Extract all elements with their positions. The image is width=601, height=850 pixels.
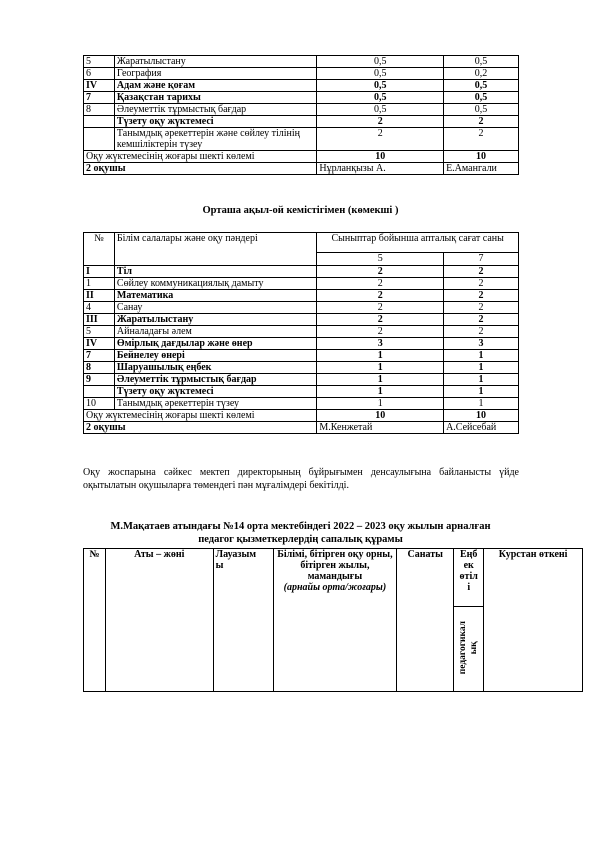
row-value-2: 2 — [444, 302, 519, 314]
table-row — [84, 56, 519, 68]
students-row — [84, 422, 519, 434]
row-value-2: 0,5 — [444, 92, 519, 104]
row-value-1: 2 — [317, 128, 444, 151]
header-num: № — [84, 233, 115, 266]
table-row — [84, 128, 519, 151]
row-value-2: 1 — [444, 362, 519, 374]
row-num — [84, 386, 115, 398]
row-value-2: 2 — [444, 128, 519, 151]
max-load-value-1: 10 — [317, 410, 444, 422]
row-value-2: 2 — [444, 326, 519, 338]
teacher-2: Е.Амангали — [444, 163, 519, 175]
row-subject: Айналадағы әлем — [114, 326, 316, 338]
row-subject: Сөйлеу коммуникациялық дамыту — [114, 278, 316, 290]
col-category: Санаты — [397, 549, 454, 692]
table-row — [84, 278, 519, 290]
row-value-2: 2 — [444, 116, 519, 128]
section-heading-assisted: Орташа ақыл-ой кемістігімен (көмекші ) — [202, 205, 399, 216]
table-row — [84, 80, 519, 92]
col-position: Лауазым ы — [213, 549, 273, 692]
row-num: 4 — [84, 302, 115, 314]
header-subjects: Білім салалары және оқу пәндері — [114, 233, 316, 266]
row-value-1: 1 — [317, 386, 444, 398]
row-subject: Жаратылыстану — [114, 314, 316, 326]
row-value-2: 1 — [444, 386, 519, 398]
row-value-1: 1 — [317, 398, 444, 410]
row-value-1: 0,5 — [317, 104, 444, 116]
row-subject: Әлеуметтік тұрмыстық бағдар — [114, 104, 316, 116]
row-value-2: 0,5 — [444, 56, 519, 68]
table-row — [84, 68, 519, 80]
row-value-1: 0,5 — [317, 56, 444, 68]
row-value-2: 1 — [444, 374, 519, 386]
row-num: 10 — [84, 398, 115, 410]
col-experience: Еңб ек өтіл і — [454, 549, 484, 607]
subjects-table-2 — [83, 232, 519, 434]
row-value-2: 2 — [444, 278, 519, 290]
col-courses: Курстан өткені — [484, 549, 583, 692]
row-subject: Өмірлық дағдылар және өнер — [114, 338, 316, 350]
row-value-2: 2 — [444, 290, 519, 302]
teacher-2: А.Сейсебай — [444, 422, 519, 434]
row-value-1: 1 — [317, 374, 444, 386]
row-subject: Жаратылыстану — [114, 56, 316, 68]
pedagogical-label: педагогикал ық — [457, 620, 479, 675]
header-weekly-hours: Сыныптар бойынша апталық сағат саны — [317, 233, 519, 253]
row-num: 6 — [84, 68, 115, 80]
teacher-1: М.Кенжетай — [317, 422, 444, 434]
students-row — [84, 163, 519, 175]
row-value-2: 3 — [444, 338, 519, 350]
row-value-1: 2 — [317, 314, 444, 326]
row-num: 8 — [84, 104, 115, 116]
row-num: 9 — [84, 374, 115, 386]
row-subject: Бейнелеу өнері — [114, 350, 316, 362]
row-value-1: 0,5 — [317, 68, 444, 80]
row-value-1: 2 — [317, 290, 444, 302]
row-value-2: 2 — [444, 314, 519, 326]
row-subject: Адам және қоғам — [114, 80, 316, 92]
education-note: (арнайы орта/жоғары) — [283, 582, 387, 593]
row-subject: Тіл — [114, 266, 316, 278]
max-load-label: Оқу жүктемесінің жоғары шекті көлемі — [84, 151, 317, 163]
table-row — [84, 302, 519, 314]
row-num: IV — [84, 338, 115, 350]
row-subject: Танымдық әрекеттерін түзеу — [114, 398, 316, 410]
col-pedagogical — [454, 607, 484, 692]
table-row — [84, 398, 519, 410]
max-load-value-2: 10 — [444, 151, 519, 163]
row-value-1: 2 — [317, 266, 444, 278]
max-load-label: Оқу жүктемесінің жоғары шекті көлемі — [84, 410, 317, 422]
row-num — [84, 128, 115, 151]
table-row — [84, 362, 519, 374]
row-num: 7 — [84, 92, 115, 104]
table-row — [84, 326, 519, 338]
row-subject: Түзету оқу жүктемесі — [114, 116, 316, 128]
col-num: № — [84, 549, 106, 692]
row-subject: Қазақстан тарихы — [114, 92, 316, 104]
assignment-paragraph: Оқу жоспарына сәйкес мектеп директорының бұйрығымен денсаулығына байланысты үйде оқытылатын оқушыларға төмендегі пән мұғалімдері бекітілді. — [83, 467, 519, 491]
education-label: Білімі, бітірген оқу орны, бітірген жылы, мамандығы — [277, 549, 393, 582]
row-num: 1 — [84, 278, 115, 290]
row-subject: Санау — [114, 302, 316, 314]
row-num: 5 — [84, 56, 115, 68]
table-row — [84, 374, 519, 386]
max-load-value-2: 10 — [444, 410, 519, 422]
table-row — [84, 350, 519, 362]
students-label: 2 оқушы — [84, 422, 317, 434]
row-num: 5 — [84, 326, 115, 338]
max-load-value-1: 10 — [317, 151, 444, 163]
row-num: IV — [84, 80, 115, 92]
row-value-1: 2 — [317, 326, 444, 338]
staff-heading-line1: М.Мақатаев атындағы №14 орта мектебіндегі 2022 – 2023 оқу жылын арналған — [110, 521, 491, 532]
row-subject: География — [114, 68, 316, 80]
row-value-1: 1 — [317, 350, 444, 362]
row-value-1: 0,5 — [317, 80, 444, 92]
row-value-1: 2 — [317, 116, 444, 128]
col-education — [273, 549, 397, 692]
row-subject: Математика — [114, 290, 316, 302]
staff-heading-line2: педагог қызметкерлердің сапалық құрамы — [198, 534, 403, 545]
row-subject: Түзету оқу жүктемесі — [114, 386, 316, 398]
row-num: I — [84, 266, 115, 278]
row-subject: Шаруашылық еңбек — [114, 362, 316, 374]
table-row — [84, 116, 519, 128]
staff-table — [83, 548, 583, 692]
row-value-1: 3 — [317, 338, 444, 350]
max-load-row — [84, 410, 519, 422]
row-value-1: 2 — [317, 278, 444, 290]
row-value-2: 2 — [444, 266, 519, 278]
row-value-1: 2 — [317, 302, 444, 314]
row-num — [84, 116, 115, 128]
row-value-2: 1 — [444, 350, 519, 362]
col-full-name: Аты – жөні — [105, 549, 213, 692]
row-value-2: 0,5 — [444, 104, 519, 116]
row-num: II — [84, 290, 115, 302]
max-load-row — [84, 151, 519, 163]
row-value-2: 1 — [444, 398, 519, 410]
row-subject: Әлеуметтік тұрмыстық бағдар — [114, 374, 316, 386]
row-value-1: 0,5 — [317, 92, 444, 104]
table-row — [84, 386, 519, 398]
row-value-2: 0,5 — [444, 80, 519, 92]
teacher-1: Нұрланқызы А. — [317, 163, 444, 175]
header-grade-7: 7 — [444, 253, 519, 266]
table-row — [84, 338, 519, 350]
row-subject: Танымдық әрекеттерін және сөйлеу тілінің кемшіліктерін түзеу — [114, 128, 316, 151]
table-row — [84, 92, 519, 104]
subjects-table-1 — [83, 55, 519, 175]
table-row — [84, 314, 519, 326]
header-grade-5: 5 — [317, 253, 444, 266]
row-num: III — [84, 314, 115, 326]
table-row — [84, 104, 519, 116]
row-value-1: 1 — [317, 362, 444, 374]
table-row — [84, 266, 519, 278]
students-label: 2 оқушы — [84, 163, 317, 175]
row-num: 8 — [84, 362, 115, 374]
row-num: 7 — [84, 350, 115, 362]
row-value-2: 0,2 — [444, 68, 519, 80]
table-row — [84, 290, 519, 302]
